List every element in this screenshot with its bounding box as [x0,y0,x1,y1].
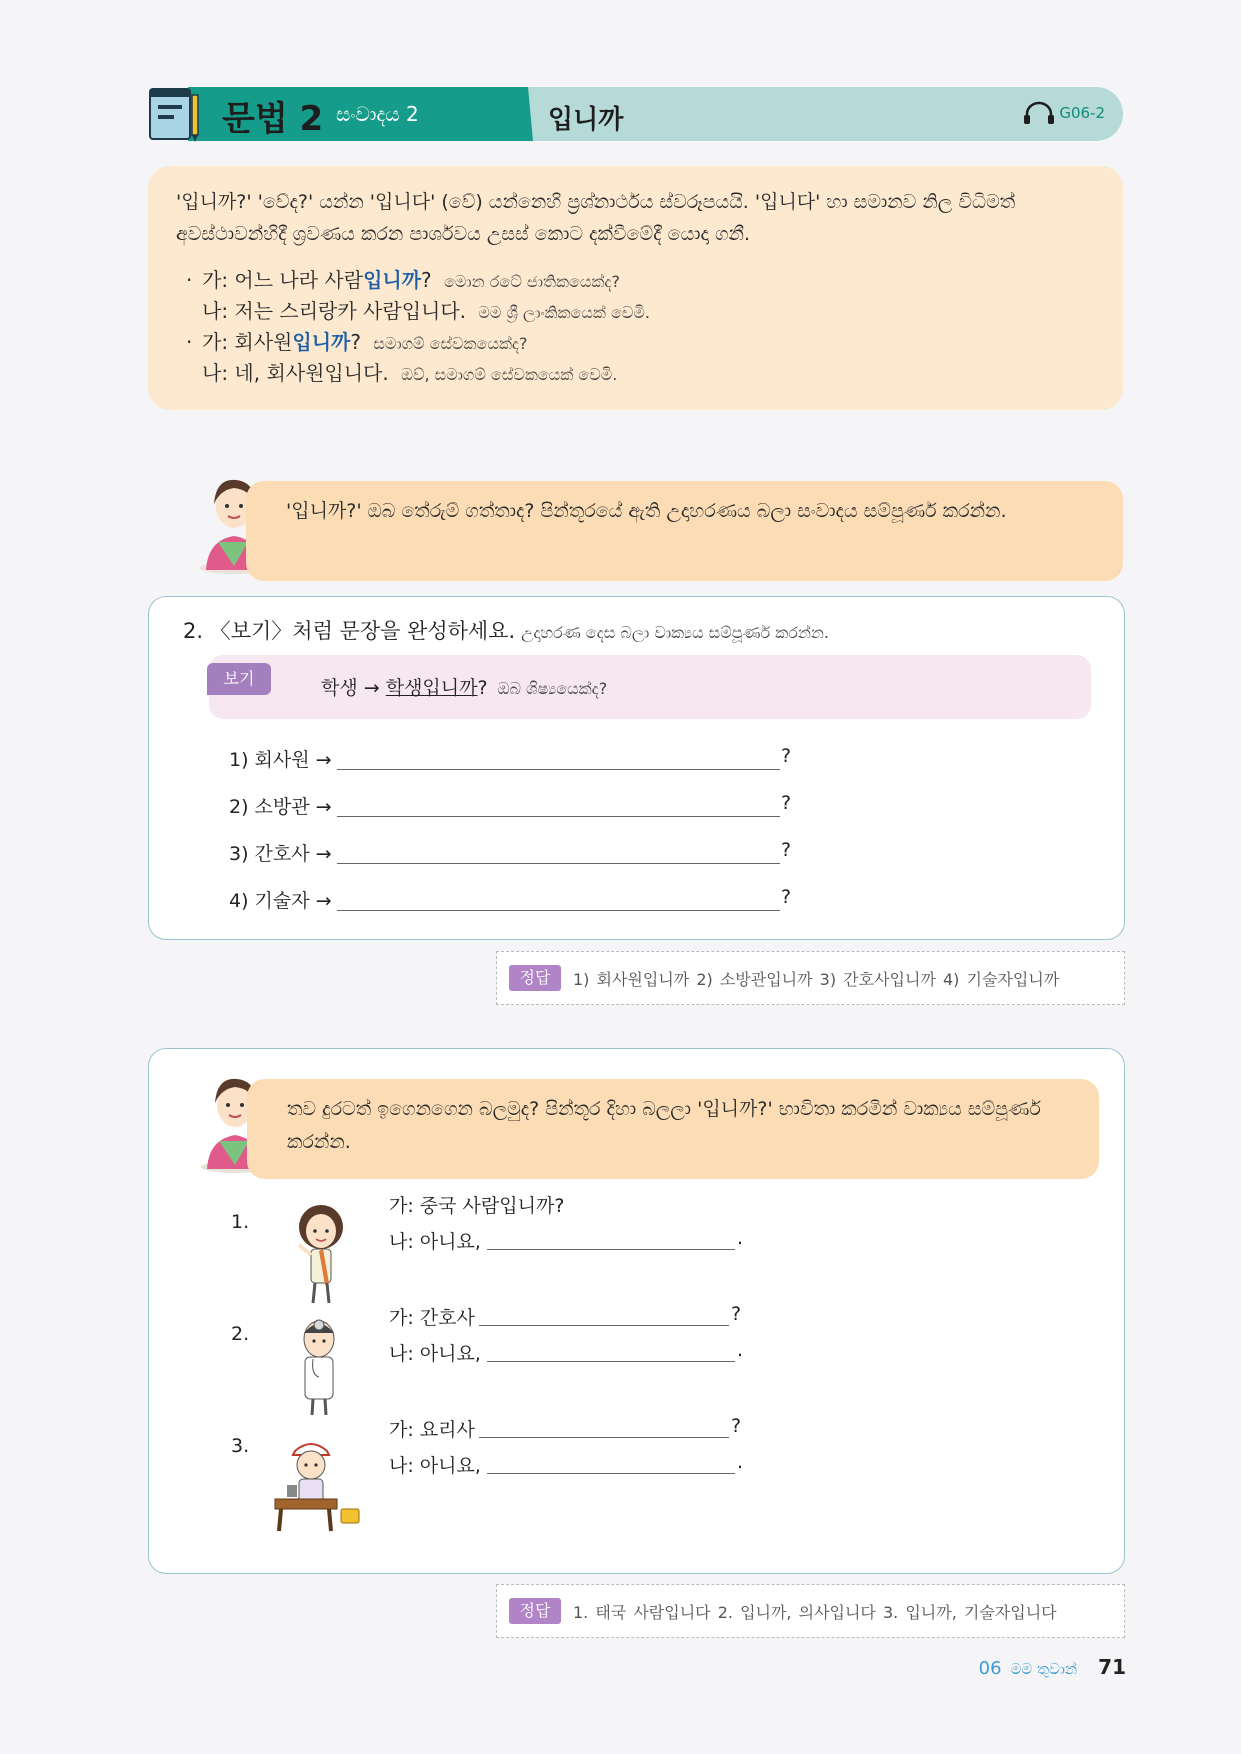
item-1-question: 가: 중국 사람입니까? [389,1195,565,1217]
item-2-answer-blank[interactable] [487,1361,735,1362]
answer-label: 정답 [509,1598,561,1624]
grammar-title: 문법 2 [222,99,324,139]
question-4-label: 4) 기술자 → [229,890,332,912]
doctor-character-illustration [279,1311,359,1421]
item-1-answer-prefix: 나: 아니요, [389,1231,481,1253]
chapter-title: මම තුවාන් [1010,1660,1078,1678]
exercise-3 [148,1048,1125,1574]
answer-blank-3[interactable] [337,863,780,864]
example-box [209,655,1091,719]
item-1-answer-blank[interactable] [487,1249,735,1250]
item-2-answer-prefix: 나: 아니요, [389,1343,481,1365]
woman-character-illustration [279,1199,359,1309]
answer-blank-2[interactable] [337,816,780,817]
item-3-question-end: ? [731,1415,742,1437]
book-pencil-icon [148,85,200,143]
answer-text: 1) 회사원입니까 2) 소방관입니까 3) 간호사입니까 4) 기술자입니까 [573,970,1060,989]
example-label: 보기 [207,663,271,695]
audio-track[interactable] [1023,101,1105,125]
answer-key-2 [496,1584,1125,1638]
page-footer [979,1655,1126,1679]
item-2-question-blank[interactable] [479,1325,729,1326]
question-3-end: ? [781,839,792,861]
exercise-2 [148,596,1125,940]
grammar-pattern: 입니까 [548,105,624,135]
item-3-question-blank[interactable] [479,1437,729,1438]
question-3-label: 3) 간호사 → [229,843,332,865]
question-4-end: ? [781,886,792,908]
answer-blank-4[interactable] [337,910,780,911]
item-3-answer-prefix: 나: 아니요, [389,1455,481,1477]
answer-key-1 [496,951,1125,1005]
example-text: 학생 → 학생입니까? ඔබ ශිෂ්‍යයෙක්ද? [321,677,608,699]
answer-label: 정답 [509,965,561,991]
question-2-end: ? [781,792,792,814]
item-3-question: 가: 요리사 [389,1419,475,1441]
example-line-1: · 가: 어느 나라 사람입니까? මොන රටේ ජාතිකයෙක්ද? [186,268,620,292]
exercise-2-title: 2. 〈보기〉처럼 문장을 완성하세요. උදාහරණ දෙස බලා වාක්‍යය සම්පූර්ණ කරන්න. [183,619,829,643]
answer-text: 1. 태국 사람입니다 2. 입니까, 의사입니다 3. 입니까, 기술자입니다 [573,1603,1057,1622]
answer-blank-1[interactable] [337,769,780,770]
audio-code: G06-2 [1059,104,1105,122]
chapter-number: 06 [978,1658,1002,1679]
question-2-label: 2) 소방관 → [229,796,332,818]
example-line-4: 나: 네, 회사원입니다. ඔව්, සමාගම් සේවකයෙක් වෙමි. [202,361,618,385]
item-3-answer-end: . [737,1451,744,1473]
item-2-question-end: ? [731,1303,742,1325]
item-1-number: 1. [231,1211,250,1233]
item-2-question: 가: 간호사 [389,1307,475,1329]
headphones-icon [1023,101,1055,125]
grammar-explanation [148,166,1123,410]
technician-character-illustration [267,1435,363,1545]
grammar-subtitle: සංවාදය 2 [336,102,419,126]
instruction-bubble-1: '입니까?' ඔබ තේරුම් ගත්තාද? පින්තූරයේ ඇති උදාහරණය බලා සංවාදය සම්පූර්ණ කරන්න. [246,481,1123,581]
instruction-bubble-2: තව දුරටත් ඉගෙනගෙන බලමුද? පින්තූර දිහා බලලා '입니까?' භාවිතා කරමින් වාක්‍යය සම්පූර්ණ කරන්න. [247,1079,1099,1179]
example-line-2: 나: 저는 스리랑카 사람입니다. මම ශ්‍රී ලාංකිකයෙක් වෙමි. [202,299,650,323]
grammar-header [148,87,1123,141]
item-2-number: 2. [231,1323,250,1345]
explanation-text: '입니까?' 'වේද?' යන්න '입니다' (වේ) යන්නෙහි ප්‍රශ්නාර්ථය ස්වරූපයයි. '입니다' හා සමානව නිල විධිමත් අවස්ථාවන්හිදී ශ්‍රවණය කරන පාර්ශවය උසස් කොට දක්වීමේදී යොදා ගනී. [176,191,1016,245]
question-1-label: 1) 회사원 → [229,749,332,771]
item-3-number: 3. [231,1435,250,1457]
item-1-answer-end: . [737,1227,744,1249]
item-2-answer-end: . [737,1339,744,1361]
question-1-end: ? [781,745,792,767]
example-line-3: · 가: 회사원입니까? සමාගම් සේවකයෙක්ද? [186,330,528,354]
page-number: 71 [1098,1655,1126,1679]
item-3-answer-blank[interactable] [487,1473,735,1474]
